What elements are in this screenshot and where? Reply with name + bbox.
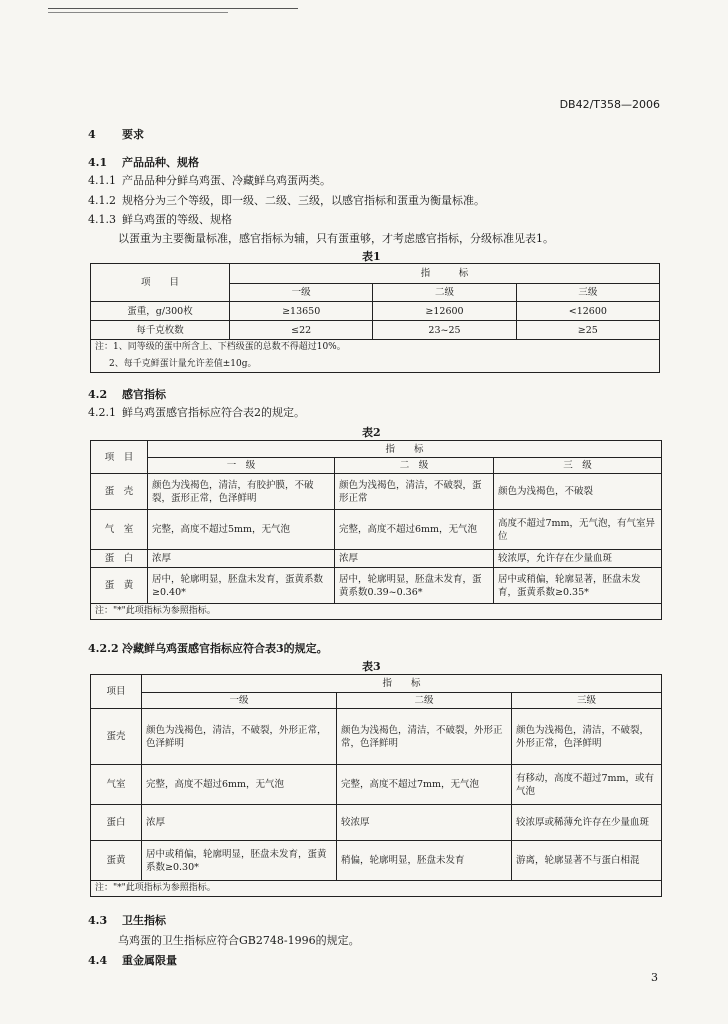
t2-cell: 居中或稍偏，轮廓显著，胚盘未发育，蛋黄系数≥0.35* (494, 568, 662, 604)
t3-header-index: 指 标 (142, 675, 662, 693)
t1-header-index: 指 标 (230, 264, 660, 284)
t2-cell: 完整，高度不超过6mm，无气泡 (335, 510, 494, 550)
header-rule-thin (48, 12, 228, 13)
t3-cell: 较浓厚或稀薄允许存在少量血斑 (512, 805, 662, 841)
t3-cell: 居中或稍偏，轮廓明显，胚盘未发育，蛋黄系数≥0.30* (142, 841, 337, 881)
t3-cell: 颜色为浅褐色，清洁，不破裂，外形正常，色泽鲜明 (337, 709, 512, 765)
t1-cell: 每千克枚数 (91, 321, 230, 340)
section-4-2-2: 4.2.2 冷藏鲜乌鸡蛋感官指标应符合表3的规定。 (88, 642, 328, 655)
t3-cell: 完整，高度不超过7mm，无气泡 (337, 765, 512, 805)
section-4-2-1: 4.2.1 鲜乌鸡蛋感官指标应符合表2的规定。 (88, 406, 305, 419)
t2-cell: 居中，轮廓明显，胚盘未发育，蛋黄系数≥0.40* (148, 568, 335, 604)
t2-grade-3: 三 级 (494, 458, 662, 474)
t2-cell: 较浓厚，允许存在少量血斑 (494, 550, 662, 568)
t1-grade-2: 二级 (373, 284, 516, 302)
section-4-1-heading: 4.1 产品品种、规格 (88, 156, 199, 169)
t2-row-label: 气 室 (91, 510, 148, 550)
section-4-1-3-paragraph: 以蛋重为主要衡量标准，感官指标为辅，只有蛋重够，才考虑感官指标，分级标准见表1。 (118, 232, 554, 245)
t3-grade-1: 一级 (142, 693, 337, 709)
t1-grade-1: 一级 (230, 284, 373, 302)
t1-cell: <12600 (516, 302, 659, 321)
t2-row-label: 蛋 壳 (91, 474, 148, 510)
t1-cell: ≥12600 (373, 302, 516, 321)
table-1-caption: 表1 (362, 250, 381, 263)
t1-note-1: 注：1、同等级的蛋中所含上、下档级蛋的总数不得超过10%。 (95, 342, 346, 352)
section-4-1-3: 4.1.3 鲜乌鸡蛋的等级、规格 (88, 213, 232, 226)
table-2 (90, 440, 662, 620)
t2-grade-1: 一 级 (148, 458, 335, 474)
t1-cell: 蛋重，g/300枚 (91, 302, 230, 321)
t2-header-index: 指 标 (148, 441, 662, 458)
section-4-4-heading: 4.4 重金属限量 (88, 954, 177, 967)
t1-cell: ≥25 (516, 321, 659, 340)
t2-header-item: 项 目 (91, 441, 148, 474)
t2-cell: 浓厚 (148, 550, 335, 568)
t1-header-item: 项 目 (91, 264, 230, 302)
t3-row-label: 气室 (91, 765, 142, 805)
t1-grade-3: 三级 (516, 284, 659, 302)
header-rule (48, 8, 298, 9)
t3-cell: 浓厚 (142, 805, 337, 841)
t3-grade-2: 二级 (337, 693, 512, 709)
table-2-caption: 表2 (362, 426, 381, 439)
section-4-3-heading: 4.3 卫生指标 (88, 914, 166, 927)
t2-cell: 居中，轮廓明显，胚盘未发育，蛋黄系数0.39~0.36* (335, 568, 494, 604)
t3-header-item: 项目 (91, 675, 142, 709)
t3-row-label: 蛋壳 (91, 709, 142, 765)
t2-cell: 浓厚 (335, 550, 494, 568)
t2-row-label: 蛋 黄 (91, 568, 148, 604)
table-1 (90, 263, 660, 373)
t2-cell: 颜色为浅褐色，清洁，有胶护膜，不破裂，蛋形正常，色泽鲜明 (148, 474, 335, 510)
t1-cell: ≤22 (230, 321, 373, 340)
table-3 (90, 674, 662, 897)
t1-note (91, 340, 660, 373)
t3-row-label: 蛋白 (91, 805, 142, 841)
t1-cell: ≥13650 (230, 302, 373, 321)
t3-row-label: 蛋黄 (91, 841, 142, 881)
t3-cell: 完整，高度不超过6mm，无气泡 (142, 765, 337, 805)
t2-cell: 颜色为浅褐色，不破裂 (494, 474, 662, 510)
t1-note-2: 2、每千克鲜蛋计量允许差值±10g。 (109, 359, 257, 369)
section-4-1-2: 4.1.2 规格分为三个等级，即一级、二级、三级，以感官指标和蛋重为衡量标准。 (88, 194, 485, 207)
t2-cell: 完整，高度不超过5mm，无气泡 (148, 510, 335, 550)
t3-cell: 有移动，高度不超过7mm，或有气泡 (512, 765, 662, 805)
t3-cell: 颜色为浅褐色，清洁，不破裂，外形正常，色泽鲜明 (512, 709, 662, 765)
t2-grade-2: 二 级 (335, 458, 494, 474)
t3-grade-3: 三级 (512, 693, 662, 709)
section-4-3-paragraph: 乌鸡蛋的卫生指标应符合GB2748-1996的规定。 (118, 934, 360, 947)
t3-note: 注："*"此项指标为参照指标。 (91, 881, 662, 897)
section-4-2-heading: 4.2 感官指标 (88, 388, 166, 401)
section-4-1-1: 4.1.1 产品品种分鲜乌鸡蛋、冷藏鲜乌鸡蛋两类。 (88, 174, 331, 187)
t2-cell: 高度不超过7mm，无气泡，有气室异位 (494, 510, 662, 550)
t2-cell: 颜色为浅褐色，清洁，不破裂，蛋形正常 (335, 474, 494, 510)
t2-note: 注："*"此项指标为参照指标。 (91, 604, 662, 620)
t3-cell: 游离，轮廓显著不与蛋白相混 (512, 841, 662, 881)
t3-cell: 较浓厚 (337, 805, 512, 841)
table-3-caption: 表3 (362, 660, 381, 673)
page-number: 3 (651, 971, 658, 984)
t1-cell: 23~25 (373, 321, 516, 340)
document-number: DB42/T358—2006 (559, 98, 660, 111)
t3-cell: 稍偏，轮廓明显，胚盘未发育 (337, 841, 512, 881)
section-4-heading: 4 要求 (88, 128, 144, 141)
t2-row-label: 蛋 白 (91, 550, 148, 568)
t3-cell: 颜色为浅褐色，清洁，不破裂，外形正常，色泽鲜明 (142, 709, 337, 765)
